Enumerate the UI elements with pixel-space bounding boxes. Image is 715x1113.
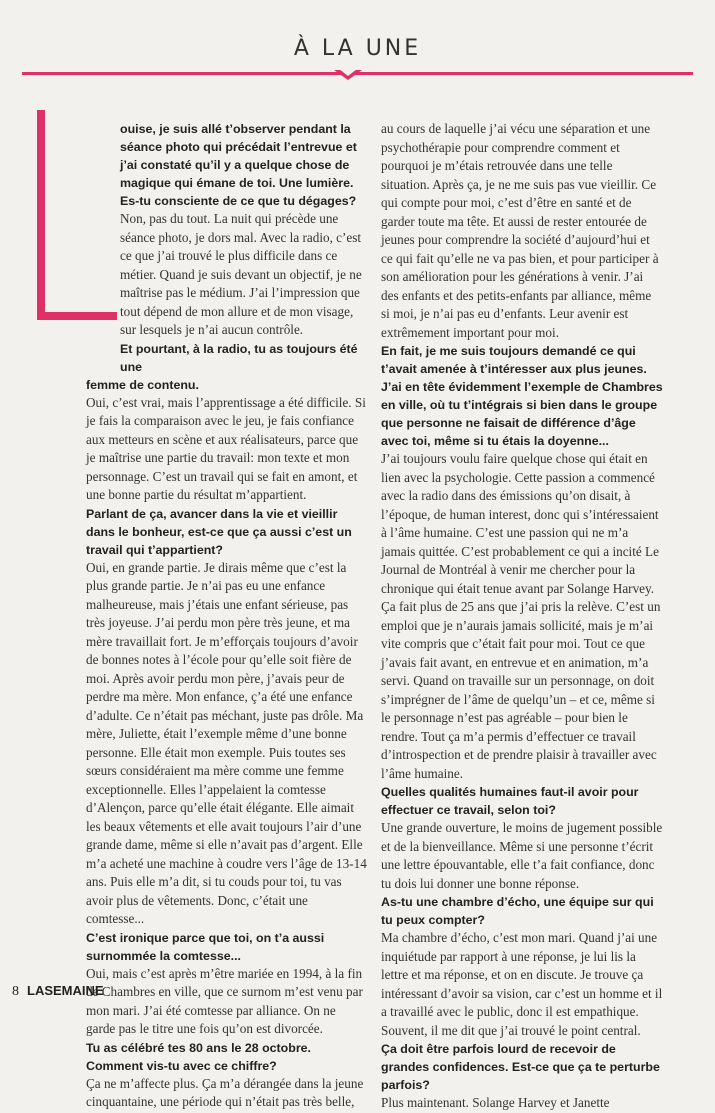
answer-paragraph: au cours de laquelle j’ai vécu une séparation et une psychothérapie pour comprendre comment et pourquoi je m’étais retrouvée dans une telle situation. Après ça, je ne me suis pas vue vieillir. Ce qui compte pour moi, c’est d’être en santé et de garder toute ma tête. Et aussi de rester entourée de jeunes pour comprendre la société d’aujourd’hui et ce qui fait qu’elle ne va pas bien, et pour participer à son amélioration pour les générations à venir. J’ai des enfants et des petits-enfants par alliance, même si moi, je n’ai pas eu d’enfants. Leur avenir est extrêmement important pour moi.	[381, 121, 659, 340]
answer-paragraph: Ma chambre d’écho, c’est mon mari. Quand j’ai une inquiétude par rapport à une réponse, je lui lis la lettre et ma réponse, et on en discute. Je trouve ça intéressant d’avoir sa vision, car c’est un homme et il a travaillé avec le public, donc il est empathique. Souvent, il me dit que j’ai trouvé le point central.	[381, 930, 663, 1038]
question-paragraph: ouise, je suis allé t’observer pendant la séance photo qui précédait l’entrevue et j’ai constaté qu’il y a quelque chose de magique qui émane de toi. Une lumière. Es-tu consciente de ce que tu dégages?	[120, 122, 357, 208]
question-paragraph: femme de contenu.	[86, 377, 199, 392]
answer-paragraph: Ça ne m’affecte plus. Ça m’a dérangée dans la jeune cinquantaine, une période qui n’était pas très belle,	[86, 1075, 364, 1109]
answer-paragraph: Oui, en grande partie. Je dirais même que c’est la plus grande partie. Je n’ai pas eu une enfance malheureuse, mais j’étais une enfant sérieuse, pas très joyeuse. J’ai perdu mon père très jeune, et ma mère travaillait fort. Je m’efforçais toujours d’avoir de bonnes notes à l’école pour qu’elle soit fière de moi. Après avoir perdu mon père, j’avais peur de perdre ma mère. Mon enfance, ç’a été une enfance d’adulte. Ce n’était pas méchant, juste pas drôle. Ma mère, Juliette, était l’exemple même d’une bonne personne. Elle était mon exemple. Puis toutes ses sœurs considéraient ma mère comme une femme exceptionnelle. Elles l’appelaient la comtesse d’Alençon, parce qu’elle était élégante. Elle aimait les beaux vêtements et elle avait toujours l’air d’une grande dame, même si elle n’avait pas d’argent. Elle m’a acheté une machine à coudre vers l’âge de 13-14 ans. Puis elle m’a dit, si tu couds pour toi, tu vas avoir plus de vêtements. Donc, c’était une comtesse...	[86, 559, 367, 926]
question-paragraph: Ça doit être parfois lourd de recevoir de grandes confidences. Est-ce que ça te perturbe parfois?	[381, 1042, 660, 1092]
question-paragraph: Tu as célébré tes 80 ans le 28 octobre. Comment vis-tu avec ce chiffre?	[86, 1040, 311, 1073]
question-paragraph: Parlant de ça, avancer dans la vie et vieillir dans le bonheur, est-ce que ça aussi c’est un travail qui t’appartient?	[86, 506, 352, 557]
answer-paragraph: Non, pas du tout. La nuit qui précède une séance photo, je dors mal. Avec la radio, c’est ce que j’ai trouvé le plus difficile dans ce métier. Quand je suis devant un objectif, je ne maîtrise pas le médium. J’ai l’impression que tout dépend de mon allure et de mon visage, sur lesquels je n’ai aucun contrôle.	[120, 211, 362, 337]
answer-paragraph: Oui, c’est vrai, mais l’apprentissage a été difficile. Si je fais la comparaison avec le jeu, je fais confiance aux metteurs en scène et aux réalisateurs, parce que je maîtrise une partie du travail: mon texte et mon personnage. C’est un travail qui se fait en amont, et une bonne partie du résultat m’appartient.	[86, 394, 366, 502]
answer-paragraph: Une grande ouverture, le moins de jugement possible et de la bienveillance. Même si une personne t’écrit une lettre épouvantable, elle t’a fait confiance, donc tu dois lui donner une bonne réponse.	[381, 820, 663, 891]
question-paragraph: Et pourtant, à la radio, tu as toujours été une	[120, 341, 358, 374]
dropcap-stem	[37, 110, 45, 320]
header-rule-notch-inner	[339, 69, 357, 76]
magazine-brand: LASEMAINE	[27, 983, 104, 998]
right-column	[381, 120, 663, 1113]
question-paragraph: Quelles qualités humaines faut-il avoir pour effectuer ce travail, selon toi?	[381, 785, 639, 817]
page-footer	[12, 983, 104, 1000]
left-column	[86, 120, 368, 1112]
question-paragraph: En fait, je me suis toujours demandé ce qui t’avait amenée à t’intéresser aux plus jeunes. J’ai en tête évidemment l’exemple de Chambres en ville, où tu t’intégrais si bien dans le groupe que personne ne faisait de différence d’âge avec toi, même si tu étais la doyenne...	[381, 344, 663, 448]
answer-paragraph: J’ai toujours voulu faire quelque chose qui était en lien avec la psychologie. Cette passion a commencé avec la radio dans des émissions qu’on disait, à l’époque, de human interest, donc qui s’intéressaient à l’âme humaine. C’est une passion qui ne m’a jamais quittée. C’est probablement ce qui a incité Le Journal de Montréal à venir me chercher pour la chronique qui était tenue avant par Solange Harvey. Ça fait plus de 25 ans que j’ai pris la relève. C’est un emploi que je n’aurais jamais sollicité, mais je m’ai vite compris que c’était fait pour moi. Tout ce que j’avais fait avant, en entrevue et en animation, m’a servi. Quand on travaille sur un personnage, on doit s’imprégner de l’âme de quelqu’un – et ce, même si le personnage n’est pas agréable – pour bien le rendre. Tout ça m’a permis d’effectuer ce travail d’introspection et de prendre plaisir à travailler avec l’âme humaine.	[381, 451, 661, 781]
question-paragraph: As-tu une chambre d’écho, une équipe sur qui tu peux compter?	[381, 895, 654, 927]
question-paragraph: C’est ironique parce que toi, on t’a aussi surnommée la comtesse...	[86, 930, 325, 963]
section-title: À LA UNE	[293, 36, 422, 61]
answer-paragraph: Plus maintenant. Solange Harvey et Janette	[381, 1095, 610, 1110]
answer-paragraph: Oui, mais c’est après m’être mariée en 1994, à la fin de Chambres en ville, que ce surnom m’est venu par mon mari. J’ai été comtesse par alliance. On ne garde pas le titre une fois qu’on est divorcée.	[86, 965, 363, 1036]
page-number: 8	[12, 984, 19, 999]
